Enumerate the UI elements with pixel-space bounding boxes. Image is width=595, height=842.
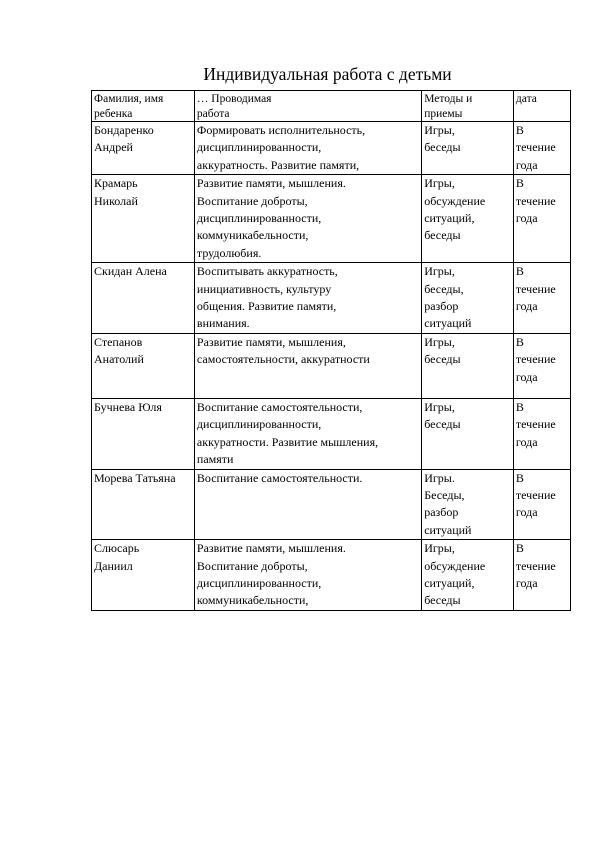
methods-cell: Игры, обсуждение ситуаций, беседы <box>422 175 514 263</box>
date-cell: В течение года <box>513 540 570 611</box>
header-child-name: Фамилия, имя ребенка <box>92 91 195 122</box>
work-cell: Развитие памяти, мышления. Воспитание доброты, дисциплинированности, коммуникабельности, <box>194 540 421 611</box>
header-date: дата <box>513 91 570 122</box>
methods-cell: Игры. Беседы, разбор ситуаций <box>422 469 514 540</box>
child-name-cell: Скидан Алена <box>92 263 195 334</box>
header-work: … Проводимая работа <box>194 91 421 122</box>
methods-cell: Игры, обсуждение ситуаций, беседы <box>422 540 514 611</box>
table-row <box>92 175 571 263</box>
work-cell: Развитие памяти, мышления, самостоятельности, аккуратности <box>194 333 421 398</box>
table-row <box>92 122 571 175</box>
table-row <box>92 333 571 398</box>
date-cell: В течение года <box>513 398 570 469</box>
work-cell: Воспитание самостоятельности, дисциплинированности, аккуратности. Развитие мышления, памяти <box>194 398 421 469</box>
methods-cell: Игры, беседы <box>422 122 514 175</box>
child-name-cell: Морева Татьяна <box>92 469 195 540</box>
date-cell: В течение года <box>513 122 570 175</box>
child-name-cell: Бондаренко Андрей <box>92 122 195 175</box>
table-row <box>92 263 571 334</box>
table-header-row <box>92 91 571 122</box>
work-cell: Воспитывать аккуратность, инициативность, культуру общения. Развитие памяти, внимания. <box>194 263 421 334</box>
page-title: Индивидуальная работа с детьми <box>203 64 452 84</box>
date-cell: В течение года <box>513 333 570 398</box>
child-name-cell: Слюсарь Даниил <box>92 540 195 611</box>
table-row <box>92 398 571 469</box>
table-row <box>92 540 571 611</box>
work-table <box>91 90 571 611</box>
work-cell: Формировать исполнительность, дисциплинированности, аккуратность. Развитие памяти, <box>194 122 421 175</box>
date-cell: В течение года <box>513 175 570 263</box>
header-methods: Методы и приемы <box>422 91 514 122</box>
table-row <box>92 469 571 540</box>
methods-cell: Игры, беседы <box>422 333 514 398</box>
date-cell: В течение года <box>513 469 570 540</box>
child-name-cell: Крамарь Николай <box>92 175 195 263</box>
child-name-cell: Степанов Анатолий <box>92 333 195 398</box>
methods-cell: Игры, беседы <box>422 398 514 469</box>
date-cell: В течение года <box>513 263 570 334</box>
work-cell: Развитие памяти, мышления. Воспитание доброты, дисциплинированности, коммуникабельности, трудолюбия. <box>194 175 421 263</box>
child-name-cell: Бучнева Юля <box>92 398 195 469</box>
methods-cell: Игры, беседы, разбор ситуаций <box>422 263 514 334</box>
work-cell: Воспитание самостоятельности. <box>194 469 421 540</box>
